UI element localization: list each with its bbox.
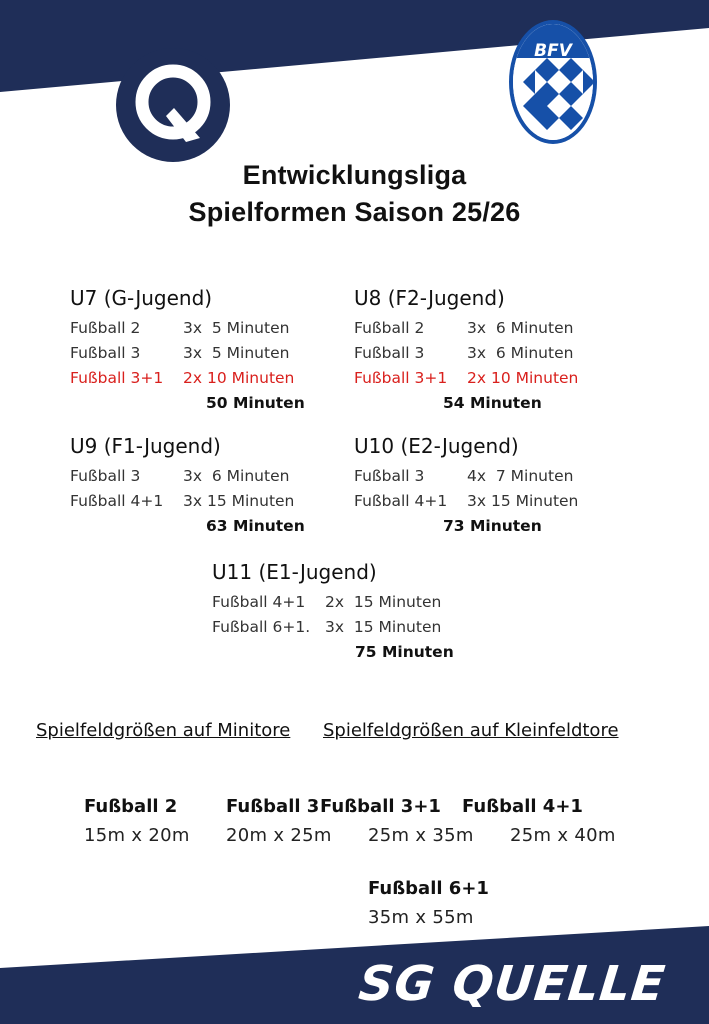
schedule-row [70, 341, 305, 366]
format-name: Fußball 3 [70, 467, 141, 485]
page-subtitle: Spielformen Saison 25/26 [188, 197, 521, 227]
format-duration: 3x 6 Minuten [467, 344, 574, 362]
schedule-row [354, 489, 578, 514]
format-duration: 3x 15 Minuten [183, 492, 295, 510]
field-size: 15m x 20m [84, 825, 190, 846]
format-name: Fußball 4+1 [354, 492, 448, 510]
page-title: Entwicklungsliga [242, 160, 467, 190]
field-size-item [84, 794, 190, 852]
field-size: 35m x 55m [368, 907, 474, 928]
schedule-row [354, 464, 578, 489]
field-size: 20m x 25m [226, 825, 332, 846]
group-u10 [354, 434, 578, 538]
field-size-item [226, 794, 332, 852]
schedule-row [70, 464, 305, 489]
format-duration: 3x 15 Minuten [325, 618, 442, 636]
format-duration: 3x 5 Minuten [183, 319, 290, 337]
schedule-row [354, 316, 578, 341]
bfv-logo-text: BFV [534, 41, 572, 61]
format-duration: 2x 10 Minuten [183, 369, 295, 387]
schedule-row [212, 590, 454, 615]
group-total: 73 Minuten [443, 517, 542, 535]
field-size: 25m x 35m [368, 825, 474, 846]
field-name: Fußball 6+1 [368, 878, 489, 899]
group-u8 [354, 286, 578, 415]
format-duration: 2x 10 Minuten [467, 369, 579, 387]
section-kleinfeldtore: Spielfeldgrößen auf Kleinfeldtore [323, 720, 619, 741]
format-duration: 3x 15 Minuten [467, 492, 579, 510]
schedule-row [70, 316, 305, 341]
format-name: Fußball 4+1 [70, 492, 164, 510]
format-name: Fußball 2 [354, 319, 425, 337]
field-size: 25m x 40m [510, 825, 616, 846]
format-duration: 3x 6 Minuten [467, 319, 574, 337]
group-heading: U9 (F1-Jugend) [70, 434, 221, 458]
schedule-row [70, 366, 305, 391]
group-heading: U8 (F2-Jugend) [354, 286, 505, 310]
format-duration: 3x 6 Minuten [183, 467, 290, 485]
field-name: Fußball 3+1 [320, 796, 441, 817]
bfv-logo [507, 18, 599, 146]
schedule-row [70, 489, 305, 514]
format-name: Fußball 3+1 [70, 369, 164, 387]
format-name: Fußball 3 [354, 467, 425, 485]
field-size-item [320, 794, 474, 852]
club-q-logo [114, 46, 232, 164]
format-name: Fußball 3 [70, 344, 141, 362]
format-name: Fußball 4+1 [212, 593, 306, 611]
group-total: 54 Minuten [443, 394, 542, 412]
group-u7 [70, 286, 305, 415]
schedule-row [212, 615, 454, 640]
format-duration: 3x 5 Minuten [183, 344, 290, 362]
group-total: 63 Minuten [206, 517, 305, 535]
format-name: Fußball 3+1 [354, 369, 448, 387]
format-name: Fußball 3 [354, 344, 425, 362]
format-name: Fußball 2 [70, 319, 141, 337]
group-u9 [70, 434, 305, 538]
brand-wordmark: SG QUELLE [355, 956, 668, 1012]
group-heading: U7 (G-Jugend) [70, 286, 213, 310]
section-minitore: Spielfeldgrößen auf Minitore [36, 720, 291, 741]
field-name: Fußball 3 [226, 796, 320, 817]
field-name: Fußball 4+1 [462, 796, 583, 817]
group-total: 75 Minuten [355, 643, 454, 661]
group-heading: U10 (E2-Jugend) [354, 434, 519, 458]
field-size-item [368, 876, 489, 934]
schedule-row [354, 341, 578, 366]
format-name: Fußball 6+1. [212, 618, 311, 636]
format-duration: 2x 15 Minuten [325, 593, 442, 611]
group-total: 50 Minuten [206, 394, 305, 412]
field-size-item [462, 794, 616, 852]
schedule-row [354, 366, 578, 391]
group-heading: U11 (E1-Jugend) [212, 560, 377, 584]
format-duration: 4x 7 Minuten [467, 467, 574, 485]
field-name: Fußball 2 [84, 796, 178, 817]
group-u11 [212, 560, 454, 664]
